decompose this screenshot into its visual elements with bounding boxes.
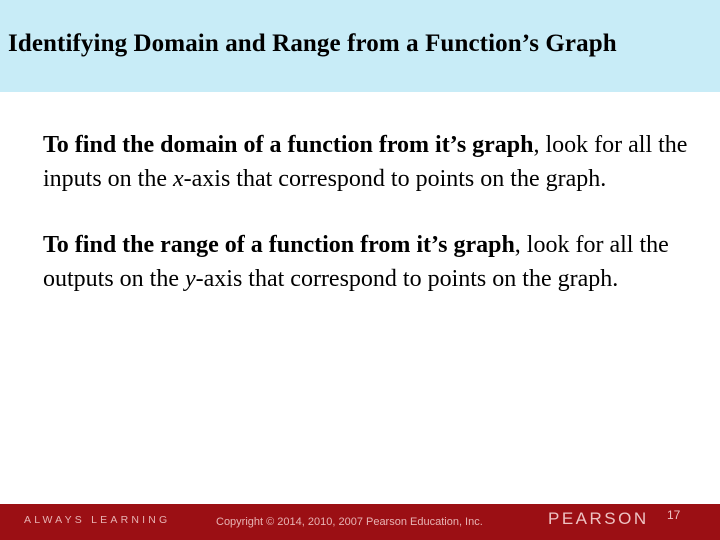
title-bar [0,0,720,92]
page-number: 17 [667,508,681,522]
range-text-start: , look for all the outputs on the [43,232,669,292]
domain-text-start: , look for all the inputs on the [43,132,688,192]
domain-variable: x [173,166,184,192]
domain-heading: To find the domain of a function from it’s graph [43,132,534,158]
pearson-logo: PEARSON [548,509,649,528]
slide-title: Identifying Domain and Range from a Function’s Graph [8,30,617,57]
range-variable: y [185,266,196,292]
footer-bar [0,504,720,540]
slide-content [43,128,703,328]
range-paragraph [43,228,703,296]
footer-tagline: ALWAYS LEARNING [24,514,171,526]
domain-paragraph [43,128,703,196]
range-heading: To find the range of a function from it’s graph [43,232,515,258]
range-text-end: -axis that correspond to points on the graph. [195,266,619,292]
domain-text-end: -axis that correspond to points on the graph. [183,166,607,192]
copyright-notice: Copyright © 2014, 2010, 2007 Pearson Education, Inc. [216,516,483,528]
